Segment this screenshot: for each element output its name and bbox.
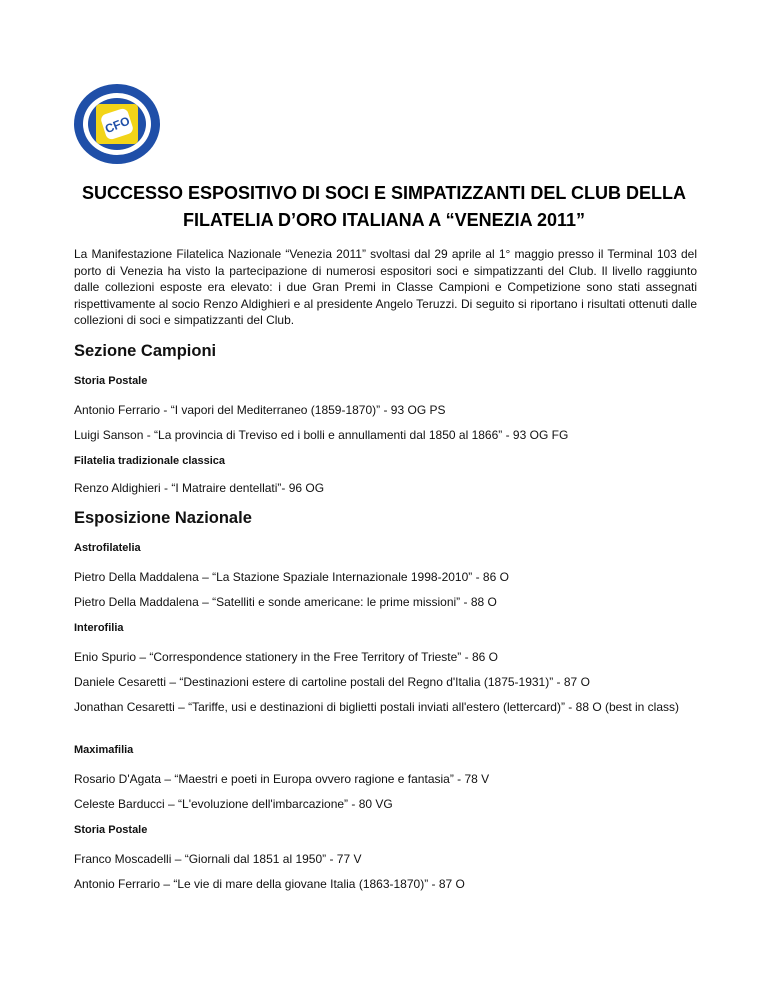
result-entry: Luigi Sanson - “La provincia di Treviso ed i bolli e annullamenti dal 1850 al 1866” - 93 OG FG — [74, 428, 569, 442]
category-label: Filatelia tradizionale classica — [74, 455, 226, 467]
result-entry: Pietro Della Maddalena – “Satelliti e sonde americane: le prime missioni” - 88 O — [74, 595, 497, 609]
category-label: Astrofilatelia — [74, 542, 141, 554]
document-title — [60, 180, 708, 234]
result-entry: Daniele Cesaretti – “Destinazioni estere di cartoline postali del Regno d'Italia (1875-1931)” - 87 O — [74, 675, 590, 689]
section-heading-campioni: Sezione Campioni — [74, 342, 217, 360]
result-entry: Antonio Ferrario – “Le vie di mare della giovane Italia (1863-1870)” - 87 O — [74, 877, 465, 891]
category-label: Storia Postale — [74, 824, 148, 836]
title-line-1: SUCCESSO ESPOSITIVO DI SOCI E SIMPATIZZANTI DEL CLUB DELLA — [81, 183, 687, 203]
club-logo — [72, 82, 162, 166]
result-entry: Jonathan Cesaretti – “Tariffe, usi e destinazioni di biglietti postali inviati all'estero (lettercard)” - 88 O (best in class) — [74, 700, 680, 714]
result-entry: Antonio Ferrario - “I vapori del Mediterraneo (1859-1870)” - 93 OG PS — [74, 403, 446, 417]
logo-text: CFO — [103, 113, 132, 137]
category-label: Interofilia — [74, 622, 124, 634]
category-label: Maximafilia — [74, 744, 134, 756]
result-entry: Rosario D'Agata – “Maestri e poeti in Europa ovvero ragione e fantasia” - 78 V — [74, 772, 490, 786]
result-entry: Franco Moscadelli – “Giornali dal 1851 al 1950” - 77 V — [74, 852, 362, 866]
result-entry: Renzo Aldighieri - “I Matraire dentellati”- 96 OG — [74, 481, 325, 495]
category-label: Storia Postale — [74, 375, 148, 387]
cfo-logo-icon — [72, 82, 162, 166]
intro-paragraph: La Manifestazione Filatelica Nazionale “Venezia 2011” svoltasi dal 29 aprile al 1° maggio presso il Terminal 103 del porto di Venezia ha visto la partecipazione di numerosi espositori soci e simpatizzanti del Club. Il livello raggiunto dalle collezioni esposte era elevato: i due Gran Premi in Classe Campioni e Competizione sono stati assegnati rispettivamente al socio Renzo Aldighieri e al presidente Angelo Teruzzi. Di seguito si riportano i risultati ottenuti dalle collezioni di soci e simpatizzanti del Club. — [74, 247, 697, 327]
section-heading-nazionale: Esposizione Nazionale — [74, 509, 252, 527]
title-line-2: FILATELIA D’ORO ITALIANA A “VENEZIA 2011” — [182, 210, 586, 230]
result-entry: Celeste Barducci – “L'evoluzione dell'imbarcazione” - 80 VG — [74, 797, 393, 811]
result-entry: Enio Spurio – “Correspondence stationery in the Free Territory of Trieste” - 86 O — [74, 650, 498, 664]
result-entry: Pietro Della Maddalena – “La Stazione Spaziale Internazionale 1998-2010” - 86 O — [74, 570, 509, 584]
